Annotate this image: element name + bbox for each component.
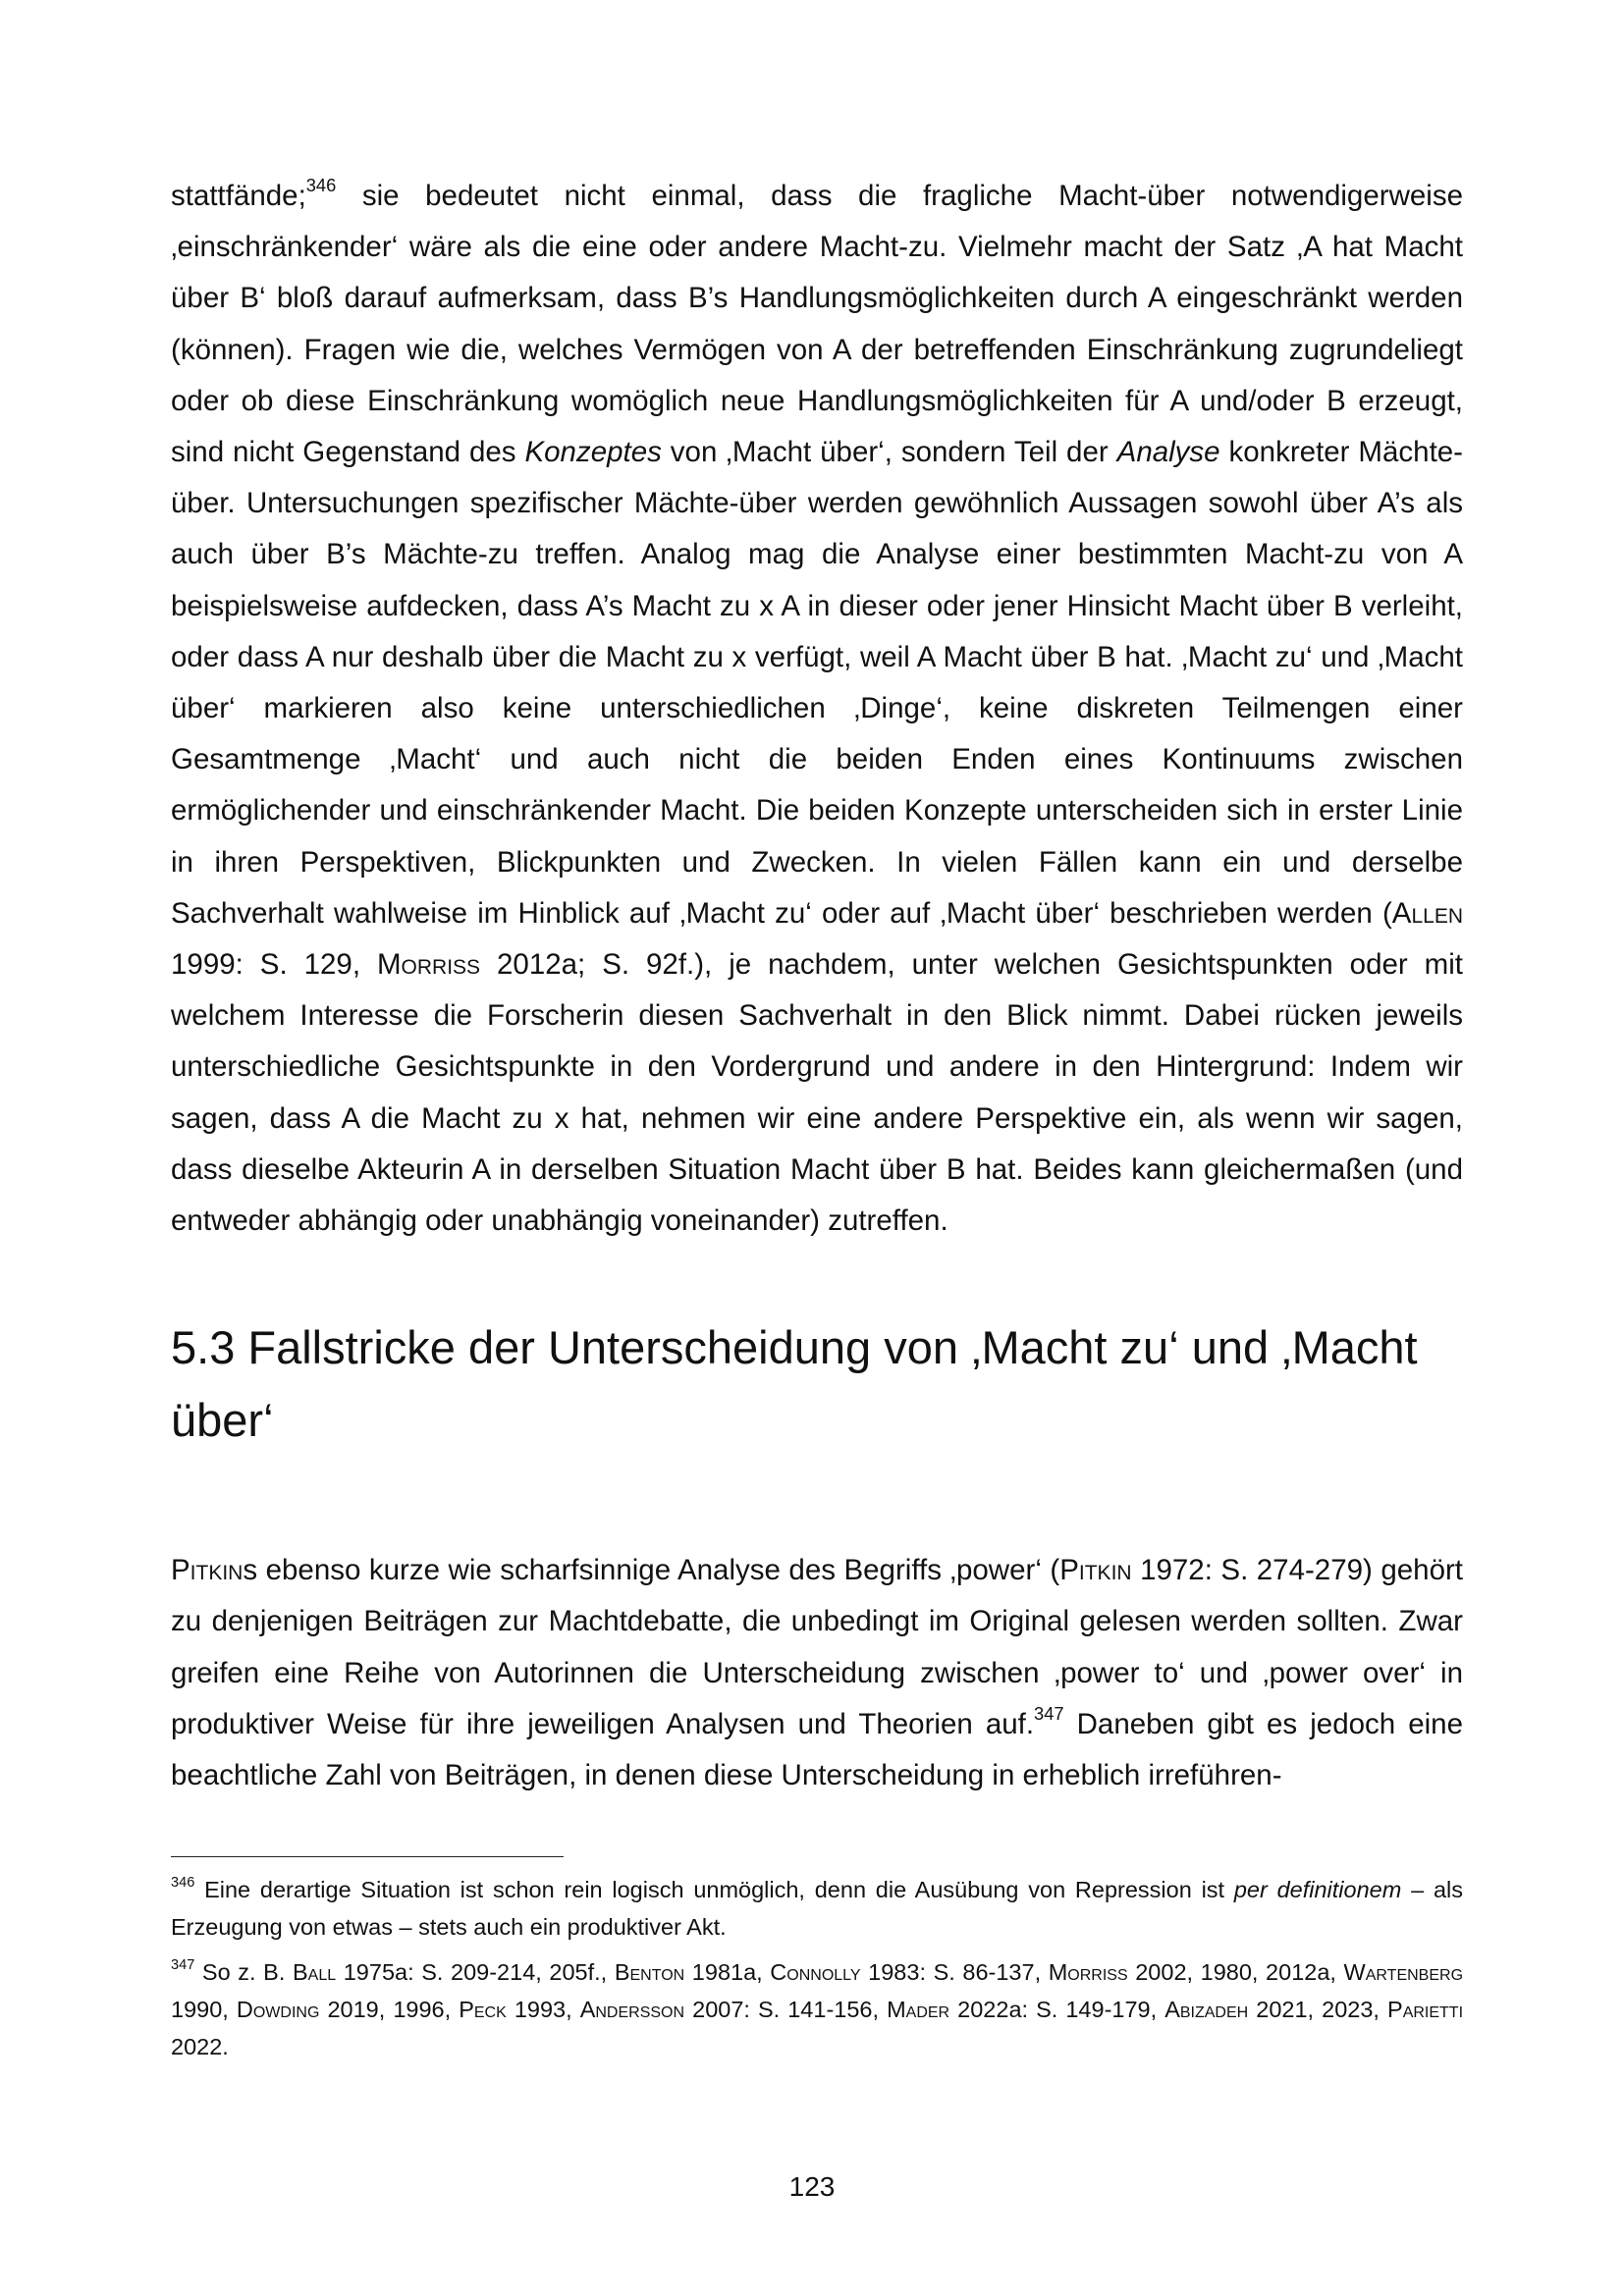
- footnote: $^{346}$ Eine derartige Situation ist schon rein logisch unmöglich, denn die Ausübung von Repression ist per definitionem – als Erzeugung von etwas – stets auch ein produktiver Akt.: [171, 1875, 1463, 1941]
- body-paragraph: Pitkins ebenso kurze wie scharfsinnige Analyse des Begriffs ‚power‘ (Pitkin 1972: S. 274-279) gehört zu denjenigen Beiträgen zur Machtdebatte, die unbedingt im Original gelesen werden sollten. Zwar greifen eine Reihe von Autorinnen die Unterscheidung zwischen ‚power to‘ und ‚power over‘ in produktiver Weise für ihre jeweiligen Analysen und Theorien auf.$^{347}$ Daneben gibt es jedoch eine beachtliche Zahl von Beiträgen, in denen diese Unterscheidung in erheblich irreführen-: [171, 1554, 1463, 1792]
- footnote: $^{347}$ So z. B. Ball 1975a: S. 209-214, 205f., Benton 1981a, Connolly 1983: S. 86-137, Morriss 2002, 1980, 2012a, Wartenberg 1990, Dowding 2019, 1996, Peck 1993, Andersson 2007: S. 141-156, Mader 2022a: S. 149-179, Abizadeh 2021, 2023, Parietti 2022.: [171, 1957, 1464, 2060]
- footnote-separator: [171, 1856, 564, 1857]
- document-page: [171, 171, 1463, 2073]
- page-number: 123: [788, 2171, 836, 2202]
- body-paragraph: stattfände;$^{346}$ sie bedeutet nicht einmal, dass die fragliche Macht-über notwendigerweise ‚einschränkender‘ wäre als die eine oder andere Macht-zu. Vielmehr macht der Satz ‚A hat Macht über B‘ bloß darauf aufmerksam, dass B’s Handlungsmöglichkeiten durch A eingeschränkt werden (können). Fragen wie die, welches Vermögen von A der betreffenden Einschränkung zugrundeliegt oder ob diese Einschränkung womöglich neue Handlungsmöglichkeiten für A und/oder B erzeugt, sind nicht Gegenstand des Konzeptes von ‚Macht über‘, sondern Teil der Analyse konkreter Mächte-über. Untersuchungen spezifischer Mächte-über werden gewöhnlich Aussagen sowohl über A’s als auch über B’s Mächte-zu treffen. Analog mag die Analyse einer bestimmten Macht-zu von A beispielsweise aufdecken, dass A’s Macht zu x A in dieser oder jener Hinsicht Macht über B verleiht, oder dass A nur deshalb über die Macht zu x verfügt, weil A Macht über B hat. ‚Macht zu‘ und ‚Macht über‘ markieren also keine unterschiedlichen ‚Dinge‘, keine diskreten Teilmengen einer Gesamtmenge ‚Macht‘ und auch nicht die beiden Enden eines Kontinuums zwischen ermöglichender und einschränkender Macht. Die beiden Konzepte unterscheiden sich in erster Linie in ihren Perspektiven, Blickpunkten und Zwecken. In vielen Fällen kann ein und derselbe Sachverhalt wahlweise im Hinblick auf ‚Macht zu‘ oder auf ‚Macht über‘ beschrieben werden (Allen 1999: S. 129, Morriss 2012a; S. 92f.), je nachdem, unter welchen Gesichtspunkten oder mit welchem Interesse die Forscherin diesen Sachverhalt in den Blick nimmt. Dabei rücken jeweils unterschiedliche Gesichtspunkte in den Vordergrund und andere in den Hintergrund: Indem wir sagen, dass A die Macht zu x hat, nehmen wir eine andere Perspektive ein, als wenn wir sagen, dass dieselbe Akteurin A in derselben Situation Macht über B hat. Beides kann gleichermaßen (und entweder abhängig oder unabhängig voneinander) zutreffen.: [171, 175, 1463, 1238]
- section-heading: 5.3 Fallstricke der Unterscheidung von ‚Macht zu‘ und ‚Macht über‘: [171, 1321, 1418, 1447]
